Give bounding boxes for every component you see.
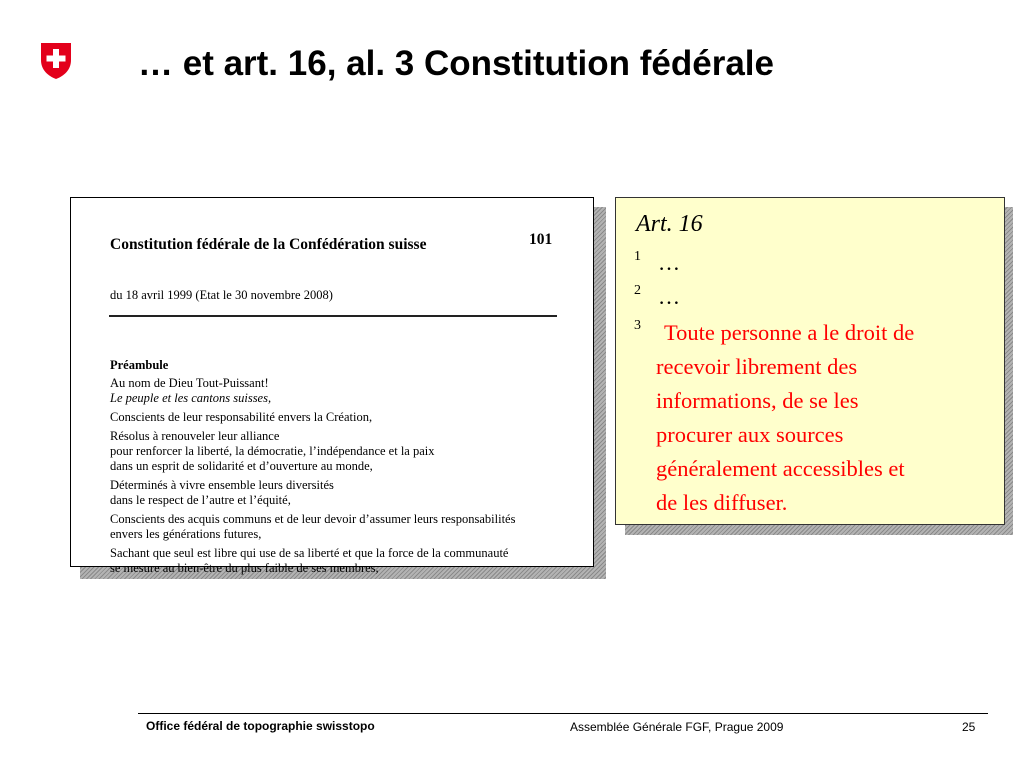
preamble-line: Le peuple et les cantons suisses, [110,391,272,405]
preamble-line: dans un esprit de solidarité et d’ouverture au monde, [110,459,373,473]
paragraph-text: … [658,284,680,309]
footer-event: Assemblée Générale FGF, Prague 2009 [570,720,784,734]
preamble-line: se mesure au bien-être du plus faible de ses membres, [110,561,379,575]
document-number: 101 [529,231,553,248]
document-preamble-text [110,376,570,576]
slide-title: … et art. 16, al. 3 Constitution fédérale [138,44,774,83]
preamble-line: pour renforcer la liberté, la démocratie, l’indépendance et la paix [110,444,435,458]
paragraph-number: 3 [634,318,641,333]
page-number: 25 [962,720,976,734]
footer-organization: Office fédéral de topographie swisstopo [146,719,375,733]
swiss-cross-shield-icon [40,42,72,80]
footer-divider [138,713,988,714]
preamble-line: Déterminés à vivre ensemble leurs diversités [110,478,334,492]
preamble-line: Conscients de leur responsabilité envers la Création, [110,410,373,424]
highlight-line: de les diffuser. [656,490,788,515]
paragraph-number: 1 [634,249,641,264]
article-box [615,197,1005,525]
highlight-line: procurer aux sources [656,422,844,447]
document-title: Constitution fédérale de la Confédération suisse [110,236,427,253]
preamble-line: Conscients des acquis communs et de leur devoir d’assumer leurs responsabilités [110,512,516,526]
preamble-line: dans le respect de l’autre et l’équité, [110,493,291,507]
article-heading: Art. 16 [636,211,703,237]
document-section-heading: Préambule [110,358,169,372]
document-divider [109,315,557,317]
paragraph-3-highlight [656,316,996,520]
preamble-line: envers les générations futures, [110,527,262,541]
highlight-line: Toute personne a le droit de [664,320,915,345]
paragraph-number: 2 [634,283,641,298]
preamble-line: Sachant que seul est libre qui use de sa liberté et que la force de la communauté [110,546,509,560]
highlight-line: recevoir librement des [656,354,858,379]
preamble-line: Résolus à renouveler leur alliance [110,429,280,443]
highlight-line: généralement accessibles et [656,456,905,481]
preamble-line: Au nom de Dieu Tout-Puissant! [110,376,269,390]
paragraph-text: … [658,250,680,275]
document-scan [70,197,594,575]
document-date: du 18 avril 1999 (Etat le 30 novembre 2008) [110,288,333,302]
highlight-line: informations, de se les [656,388,859,413]
